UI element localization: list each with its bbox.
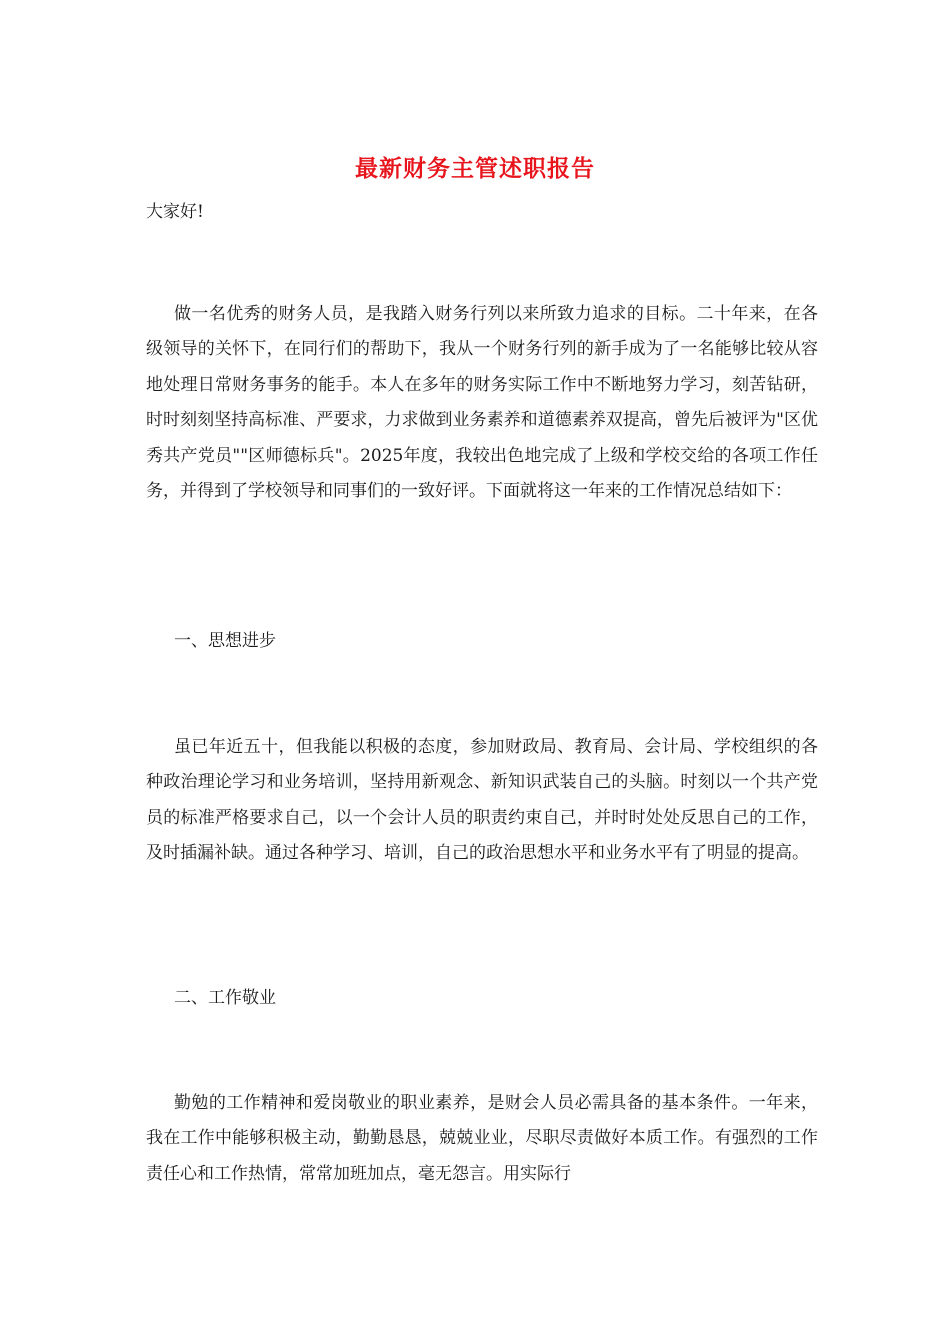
section-heading-work: 二、工作敬业 xyxy=(174,988,276,1008)
section-heading-thought: 一、思想进步 xyxy=(174,631,276,651)
paragraph-thought: 虽已年近五十，但我能以积极的态度，参加财政局、教育局、会计局、学校组织的各种政治理论学习和业务培训，坚持用新观念、新知识武装自己的头脑。时刻以一个共产党员的标准严格要求自己，以一个会计人员的职责约束自己，并时时处处反思自己的工作，及时插漏补缺。通过各种学习、培训，自己的政治思想水平和业务水平有了明显的提高。 xyxy=(146,737,818,864)
greeting-text: 大家好! xyxy=(146,202,204,222)
paragraph-work: 勤勉的工作精神和爱岗敬业的职业素养，是财会人员必需具备的基本条件。一年来，我在工作中能够积极主动，勤勤恳恳，兢兢业业，尽职尽责做好本质工作。有强烈的工作责任心和工作热情，常常加班加点，毫无怨言。用实际行 xyxy=(146,1093,818,1184)
paragraph-intro: 做一名优秀的财务人员，是我踏入财务行列以来所致力追求的目标。二十年来，在各级领导的关怀下，在同行们的帮助下，我从一个财务行列的新手成为了一名能够比较从容地处理日常财务事务的能手。本人在多年的财务实际工作中不断地努力学习，刻苦钻研，时时刻刻坚持高标准、严要求，力求做到业务素养和道德素养双提高，曾先后被评为"区优秀共产党员""区师德标兵"。2025年度，我较出色地完成了上级和学校交给的各项工作任务，并得到了学校领导和同事们的一致好评。下面就将这一年来的工作情况总结如下： xyxy=(146,304,818,502)
document-title: 最新财务主管述职报告 xyxy=(355,156,595,182)
